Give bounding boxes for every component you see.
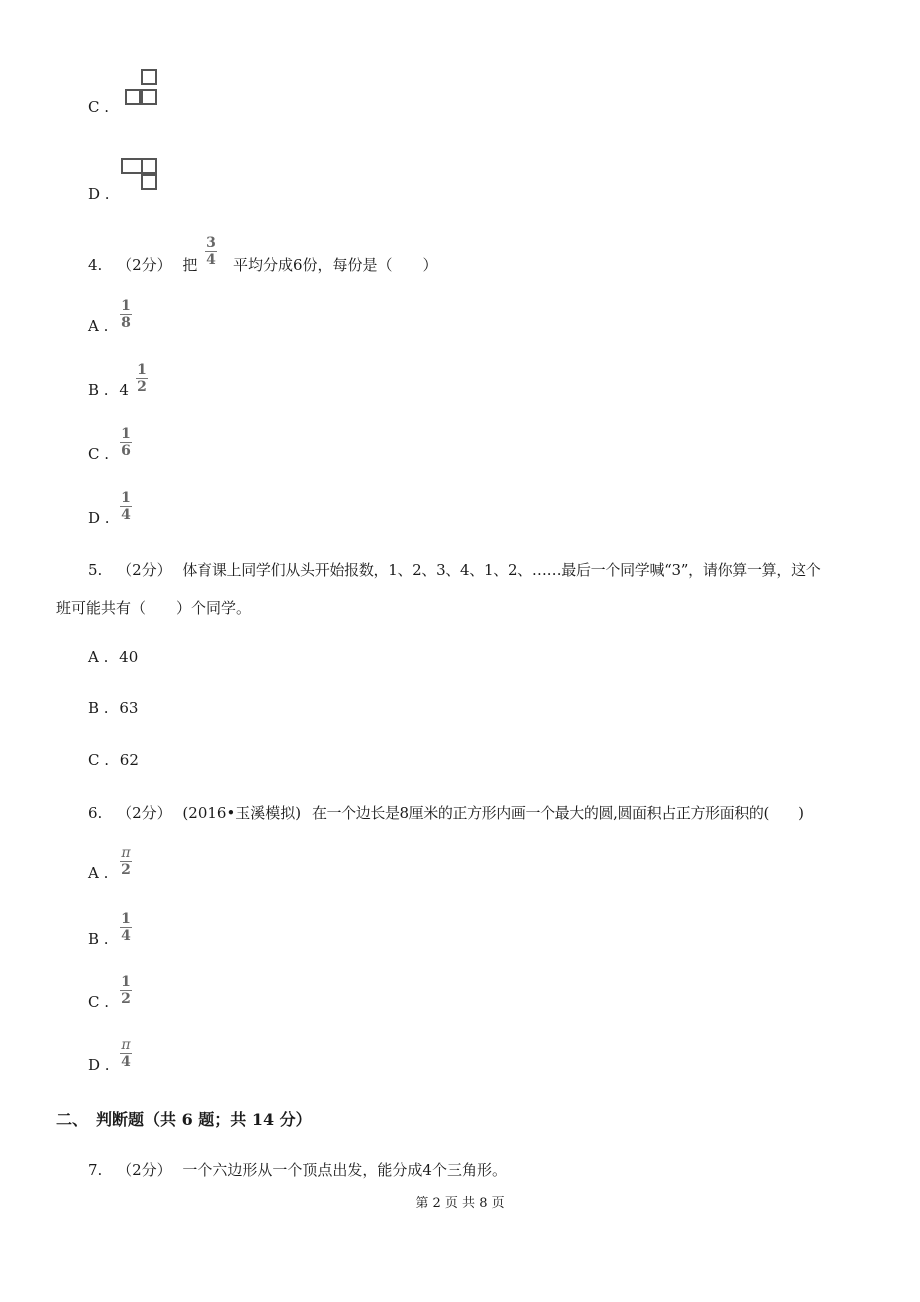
page-footer: 第 2 页 共 8 页 bbox=[415, 1196, 505, 1211]
question-source: (2016•玉溪模拟) bbox=[182, 804, 302, 822]
fraction-denominator: 8 bbox=[121, 315, 131, 331]
section-heading: 二、 判断题（共 6 题；共 14 分） bbox=[56, 1110, 312, 1129]
figure-cell bbox=[141, 174, 157, 190]
figure-cell bbox=[141, 69, 157, 85]
fraction-numerator: 1 bbox=[121, 298, 131, 314]
option-label: B . bbox=[88, 699, 109, 717]
square-grid-figure-d bbox=[121, 156, 163, 192]
fraction-denominator: 4 bbox=[206, 252, 216, 268]
fraction-denominator: 2 bbox=[121, 991, 131, 1007]
figure-cell bbox=[141, 158, 157, 174]
question-score: （2分） bbox=[117, 804, 172, 822]
question-score: （2分） bbox=[117, 1161, 172, 1179]
fraction-option-d bbox=[119, 1038, 133, 1069]
question-score: （2分） bbox=[117, 256, 172, 274]
fraction-option-d bbox=[119, 491, 133, 522]
q4-option-b[interactable] bbox=[88, 381, 129, 399]
fraction-denominator: 2 bbox=[137, 379, 147, 395]
question-number: 4. bbox=[88, 256, 103, 274]
q4-option-d[interactable] bbox=[88, 509, 110, 527]
q6-option-d[interactable] bbox=[88, 1056, 110, 1074]
q4-option-a[interactable] bbox=[88, 317, 108, 335]
fraction-numerator: 1 bbox=[121, 911, 131, 927]
question-6 bbox=[88, 802, 804, 823]
q6-option-c[interactable] bbox=[88, 993, 109, 1011]
fraction-denominator: 4 bbox=[121, 928, 131, 944]
question-7 bbox=[88, 1159, 507, 1180]
question-text-pre: 把 bbox=[182, 256, 198, 274]
option-label: A . bbox=[88, 864, 109, 882]
figure-cell bbox=[125, 89, 141, 105]
question-number: 5. bbox=[88, 561, 103, 579]
fraction-option-b bbox=[135, 363, 149, 394]
question-text: 在一个边长是8厘米的正方形内画一个最大的圆,圆面积占正方形面积的( ) bbox=[311, 804, 804, 822]
option-label: C . bbox=[88, 98, 110, 116]
q6-option-a[interactable] bbox=[88, 864, 108, 882]
option-label: C . bbox=[88, 445, 110, 463]
option-value: 63 bbox=[119, 699, 139, 717]
question-text-line1: 体育课上同学们从头开始报数，1、2、3、4、1、2、……最后一个同学喊“3”，请你算一算，这个 bbox=[182, 561, 821, 579]
q5-option-b[interactable] bbox=[88, 699, 138, 717]
question-4 bbox=[88, 254, 438, 275]
fraction-option-a bbox=[119, 846, 133, 877]
fraction-denominator: 4 bbox=[121, 507, 131, 523]
fraction-numerator: π bbox=[121, 1037, 131, 1053]
option-label: B . bbox=[88, 381, 109, 399]
q3-option-c[interactable] bbox=[88, 98, 109, 116]
fraction-numerator: 1 bbox=[121, 490, 131, 506]
fraction-numerator: 1 bbox=[137, 362, 147, 378]
square-grid-figure-c bbox=[123, 69, 159, 111]
fraction-option-c bbox=[119, 975, 133, 1006]
question-score: （2分） bbox=[117, 561, 172, 579]
question-number: 7. bbox=[88, 1161, 103, 1179]
q6-option-b[interactable] bbox=[88, 930, 109, 948]
question-5-line2: 班可能共有（ ）个同学。 bbox=[56, 599, 252, 617]
figure-cell bbox=[141, 89, 157, 105]
figure-cell bbox=[121, 158, 143, 174]
q3-option-d[interactable] bbox=[88, 185, 110, 203]
option-label: A . bbox=[88, 317, 109, 335]
question-number: 6. bbox=[88, 804, 103, 822]
fraction-three-quarters bbox=[204, 236, 218, 267]
option-label: D . bbox=[88, 509, 110, 527]
question-text-post: 平均分成6份，每份是（ ） bbox=[233, 256, 438, 274]
fraction-option-b bbox=[119, 912, 133, 943]
q5-option-a[interactable] bbox=[88, 648, 138, 666]
fraction-denominator: 4 bbox=[121, 1054, 131, 1070]
option-label: C . bbox=[88, 751, 110, 769]
q5-option-c[interactable] bbox=[88, 751, 139, 769]
fraction-denominator: 2 bbox=[121, 862, 131, 878]
fraction-denominator: 6 bbox=[121, 443, 131, 459]
fraction-option-c bbox=[119, 427, 133, 458]
q4-option-c[interactable] bbox=[88, 445, 109, 463]
fraction-numerator: 1 bbox=[121, 974, 131, 990]
question-5 bbox=[88, 559, 820, 580]
fraction-numerator: 3 bbox=[206, 235, 216, 251]
question-text: 一个六边形从一个顶点出发，能分成4个三角形。 bbox=[182, 1161, 507, 1179]
option-value: 40 bbox=[119, 648, 139, 666]
option-label: D . bbox=[88, 185, 110, 203]
option-label: B . bbox=[88, 930, 109, 948]
fraction-option-a bbox=[119, 299, 133, 330]
option-label: C . bbox=[88, 993, 110, 1011]
option-value: 62 bbox=[119, 751, 139, 769]
option-label: D . bbox=[88, 1056, 110, 1074]
option-whole-number: 4 bbox=[119, 381, 129, 399]
option-label: A . bbox=[88, 648, 109, 666]
fraction-numerator: π bbox=[121, 845, 131, 861]
fraction-numerator: 1 bbox=[121, 426, 131, 442]
